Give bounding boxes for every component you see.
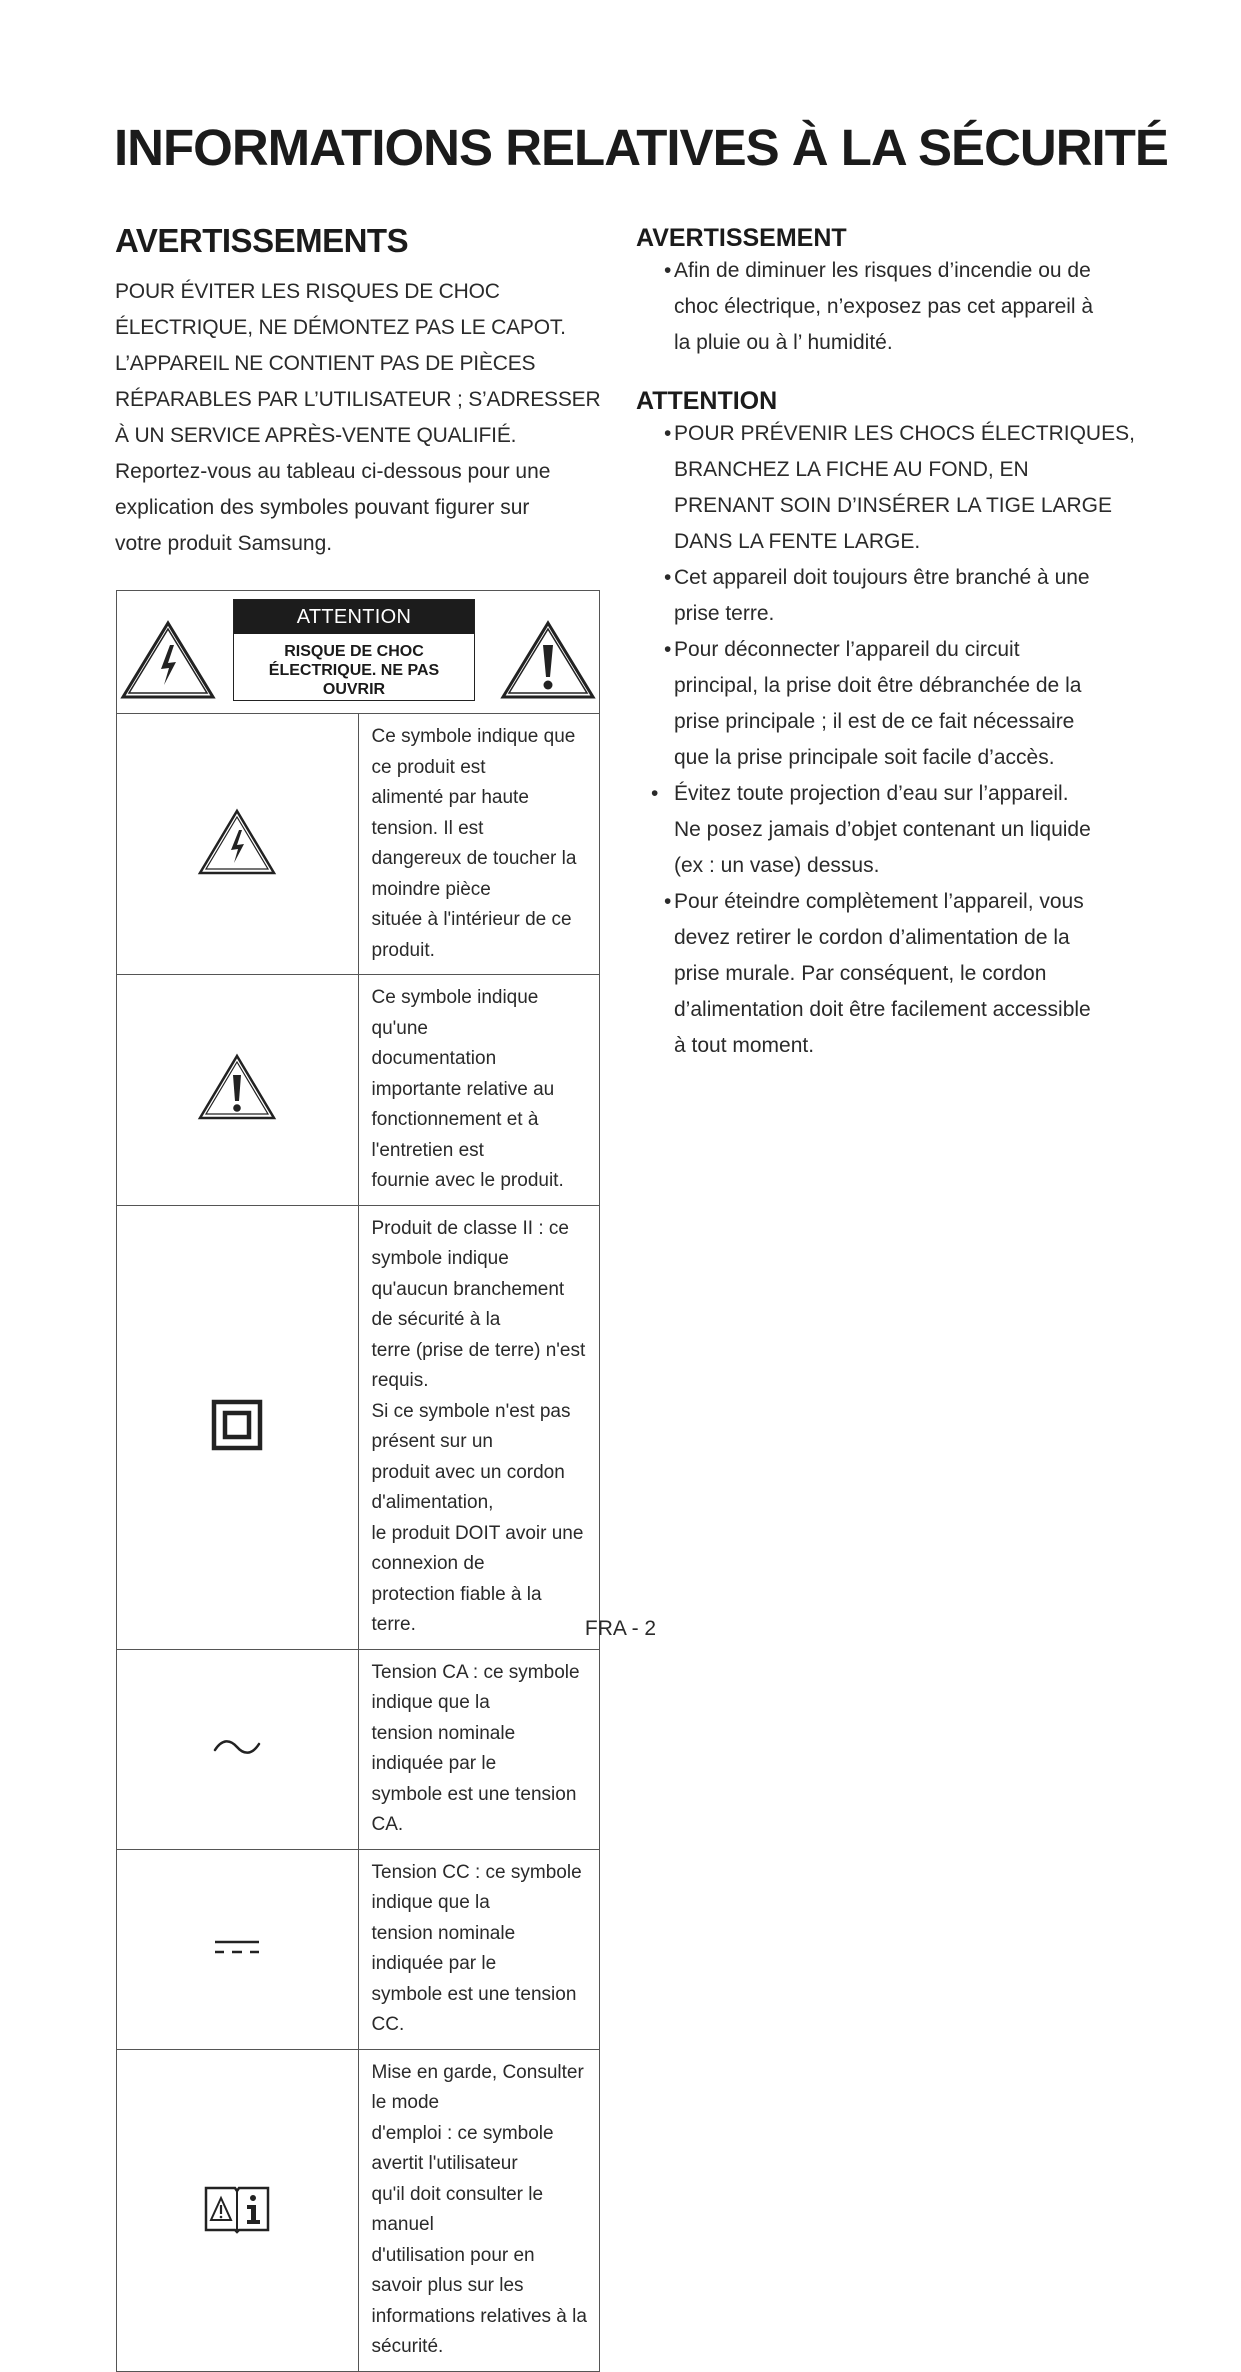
list-item	[636, 776, 1136, 884]
bullet-line: Afin de diminuer les risques d’incendie ou de	[674, 259, 1091, 282]
caps-line: POUR ÉVITER LES RISQUES DE CHOC	[115, 280, 500, 303]
caution-label-cell	[117, 591, 600, 714]
symbol-description	[358, 714, 600, 975]
description-line: Mise en garde, Consulter le mode	[371, 2061, 584, 2113]
table-row	[117, 714, 600, 975]
bullet-line: d’alimentation doit être facilement accessible	[674, 998, 1091, 1021]
caution-label	[233, 599, 475, 701]
description-line: symbole est une tension CA.	[371, 1783, 577, 1835]
warning-caps-paragraph	[115, 274, 610, 454]
list-item	[636, 560, 1136, 632]
bullet-line: Cet appareil doit toujours être branché à une	[674, 566, 1090, 589]
description-line: terre (prise de terre) n'est requis.	[371, 1339, 586, 1391]
symbol-cell	[117, 1205, 359, 1649]
symbols-table	[116, 590, 600, 2372]
table-row	[117, 1649, 600, 1849]
symbol-cell	[117, 1649, 359, 1849]
bullet-line: DANS LA FENTE LARGE.	[674, 530, 921, 553]
right-column	[636, 224, 1136, 1064]
description-line: Tension CA : ce symbole indique que la	[371, 1661, 580, 1713]
description-line: dangereux de toucher la moindre pièce	[371, 848, 577, 900]
ac-tilde-icon	[212, 1736, 262, 1758]
caution-label-text	[234, 634, 474, 699]
description-line: produit avec un cordon d'alimentation,	[371, 1461, 565, 1513]
description-line: tension nominale indiquée par le	[371, 1722, 516, 1774]
bullet-line: choc électrique, n’exposez pas cet appareil à	[674, 295, 1094, 318]
bullet-line: prise terre.	[674, 602, 775, 625]
description-line: documentation importante relative au	[371, 1048, 555, 1100]
description-line: qu'il doit consulter le manuel	[371, 2183, 544, 2235]
symbol-cell	[117, 714, 359, 975]
class-ii-double-square-icon	[211, 1399, 263, 1451]
bullet-line: prise principale ; il est de ce fait nécessaire	[674, 710, 1075, 733]
description-line: fournie avec le produit.	[371, 1170, 564, 1191]
description-line: Produit de classe II : ce symbole indique	[371, 1217, 569, 1269]
bullet-icon: •	[664, 638, 672, 661]
list-item	[636, 416, 1136, 560]
bullet-icon: •	[651, 782, 659, 805]
description-line: le produit DOIT avoir une connexion de	[371, 1522, 584, 1574]
bullet-line: POUR PRÉVENIR LES CHOCS ÉLECTRIQUES,	[674, 422, 1135, 445]
description-line: symbole est une tension CC.	[371, 1983, 577, 2035]
bullet-line: devez retirer le cordon d’alimentation de la	[674, 926, 1070, 949]
description-line: d'utilisation pour en savoir plus sur les	[371, 2244, 535, 2296]
symbol-description	[358, 1649, 600, 1849]
description-line: tension nominale indiquée par le	[371, 1922, 516, 1974]
description-line: alimenté par haute tension. Il est	[371, 787, 529, 839]
bullet-line: Évitez toute projection d’eau sur l’appareil.	[674, 782, 1069, 805]
bullet-icon: •	[664, 422, 672, 445]
bullet-line: BRANCHEZ LA FICHE AU FOND, EN	[674, 458, 1029, 481]
manual-book-icon	[202, 2182, 272, 2234]
table-header-row	[117, 591, 600, 714]
description-line: fonctionnement et à l'entretien est	[371, 1109, 539, 1161]
bullet-line: (ex : un vase) dessus.	[674, 854, 880, 877]
caution-label-title: ATTENTION	[234, 600, 474, 634]
lightning-triangle-icon	[196, 808, 278, 876]
symbol-cell	[117, 2049, 359, 2371]
symbol-description	[358, 2049, 600, 2371]
table-row	[117, 975, 600, 1206]
bullet-icon: •	[664, 259, 672, 282]
attention-list	[636, 416, 1136, 1064]
bullet-line: que la prise principale soit facile d’accès.	[674, 746, 1055, 769]
warning-heading: AVERTISSEMENT	[636, 224, 847, 252]
bullet-line: prise murale. Par conséquent, le cordon	[674, 962, 1047, 985]
description-line: Si ce symbole n'est pas présent sur un	[371, 1400, 571, 1452]
symbol-description	[358, 1205, 600, 1649]
list-item	[636, 884, 1136, 1064]
table-row	[117, 1205, 600, 1649]
bullet-line: PRENANT SOIN D’INSÉRER LA TIGE LARGE	[674, 494, 1113, 517]
description-line: informations relatives à la sécurité.	[371, 2305, 587, 2357]
list-item	[636, 253, 1136, 361]
bullet-line: Pour éteindre complètement l’appareil, vous	[674, 890, 1084, 913]
caps-line: RÉPARABLES PAR L’UTILISATEUR ; S’ADRESSER	[115, 388, 601, 411]
symbols-intro-paragraph	[115, 454, 610, 562]
symbol-cell	[117, 1849, 359, 2049]
bullet-line: Pour déconnecter l’appareil du circuit	[674, 638, 1020, 661]
bullet-line: Ne posez jamais d’objet contenant un liquide	[674, 818, 1091, 841]
description-line: située à l'intérieur de ce produit.	[371, 909, 572, 961]
page-number: FRA - 2	[584, 1617, 657, 1640]
table-row	[117, 2049, 600, 2371]
table-row	[117, 1849, 600, 2049]
exclamation-triangle-icon	[499, 619, 597, 701]
description-line: d'emploi : ce symbole avertit l'utilisateur	[371, 2122, 554, 2174]
caps-line: À UN SERVICE APRÈS-VENTE QUALIFIÉ.	[115, 424, 517, 447]
bullet-icon: •	[664, 890, 672, 913]
bullet-line: à tout moment.	[674, 1034, 815, 1057]
description-line: Ce symbole indique que ce produit est	[371, 726, 576, 778]
bullet-line: principal, la prise doit être débranchée de la	[674, 674, 1082, 697]
symbol-cell	[117, 975, 359, 1206]
warning-list	[636, 253, 1136, 361]
warnings-heading: AVERTISSEMENTS	[115, 222, 409, 259]
symbol-description	[358, 1849, 600, 2049]
description-line: protection fiable à la terre.	[371, 1583, 542, 1635]
description-line: Ce symbole indique qu'une	[371, 987, 539, 1039]
caution-label-line: ÉLECTRIQUE. NE PAS	[268, 662, 440, 679]
caps-line: ÉLECTRIQUE, NE DÉMONTEZ PAS LE CAPOT.	[115, 316, 566, 339]
caution-label-line: RISQUE DE CHOC	[284, 643, 424, 660]
symbol-description	[358, 975, 600, 1206]
lightning-triangle-icon	[119, 619, 217, 701]
intro-line: Reportez-vous au tableau ci-dessous pour une	[115, 460, 551, 483]
caps-line: L’APPAREIL NE CONTIENT PAS DE PIÈCES	[115, 352, 536, 375]
description-line: Tension CC : ce symbole indique que la	[371, 1861, 582, 1913]
left-column	[115, 222, 610, 562]
description-line: qu'aucun branchement de sécurité à la	[371, 1278, 565, 1330]
page-title: INFORMATIONS RELATIVES À LA SÉCURITÉ	[114, 119, 1168, 176]
list-item	[636, 632, 1136, 776]
dc-voltage-icon	[212, 1937, 262, 1957]
caution-label-line: OUVRIR	[322, 681, 386, 698]
exclamation-triangle-icon	[196, 1053, 278, 1121]
attention-heading: ATTENTION	[636, 387, 778, 415]
bullet-line: la pluie ou à l’ humidité.	[674, 331, 893, 354]
bullet-icon: •	[664, 566, 672, 589]
intro-line: explication des symboles pouvant figurer sur	[115, 496, 530, 519]
intro-line: votre produit Samsung.	[115, 532, 333, 555]
